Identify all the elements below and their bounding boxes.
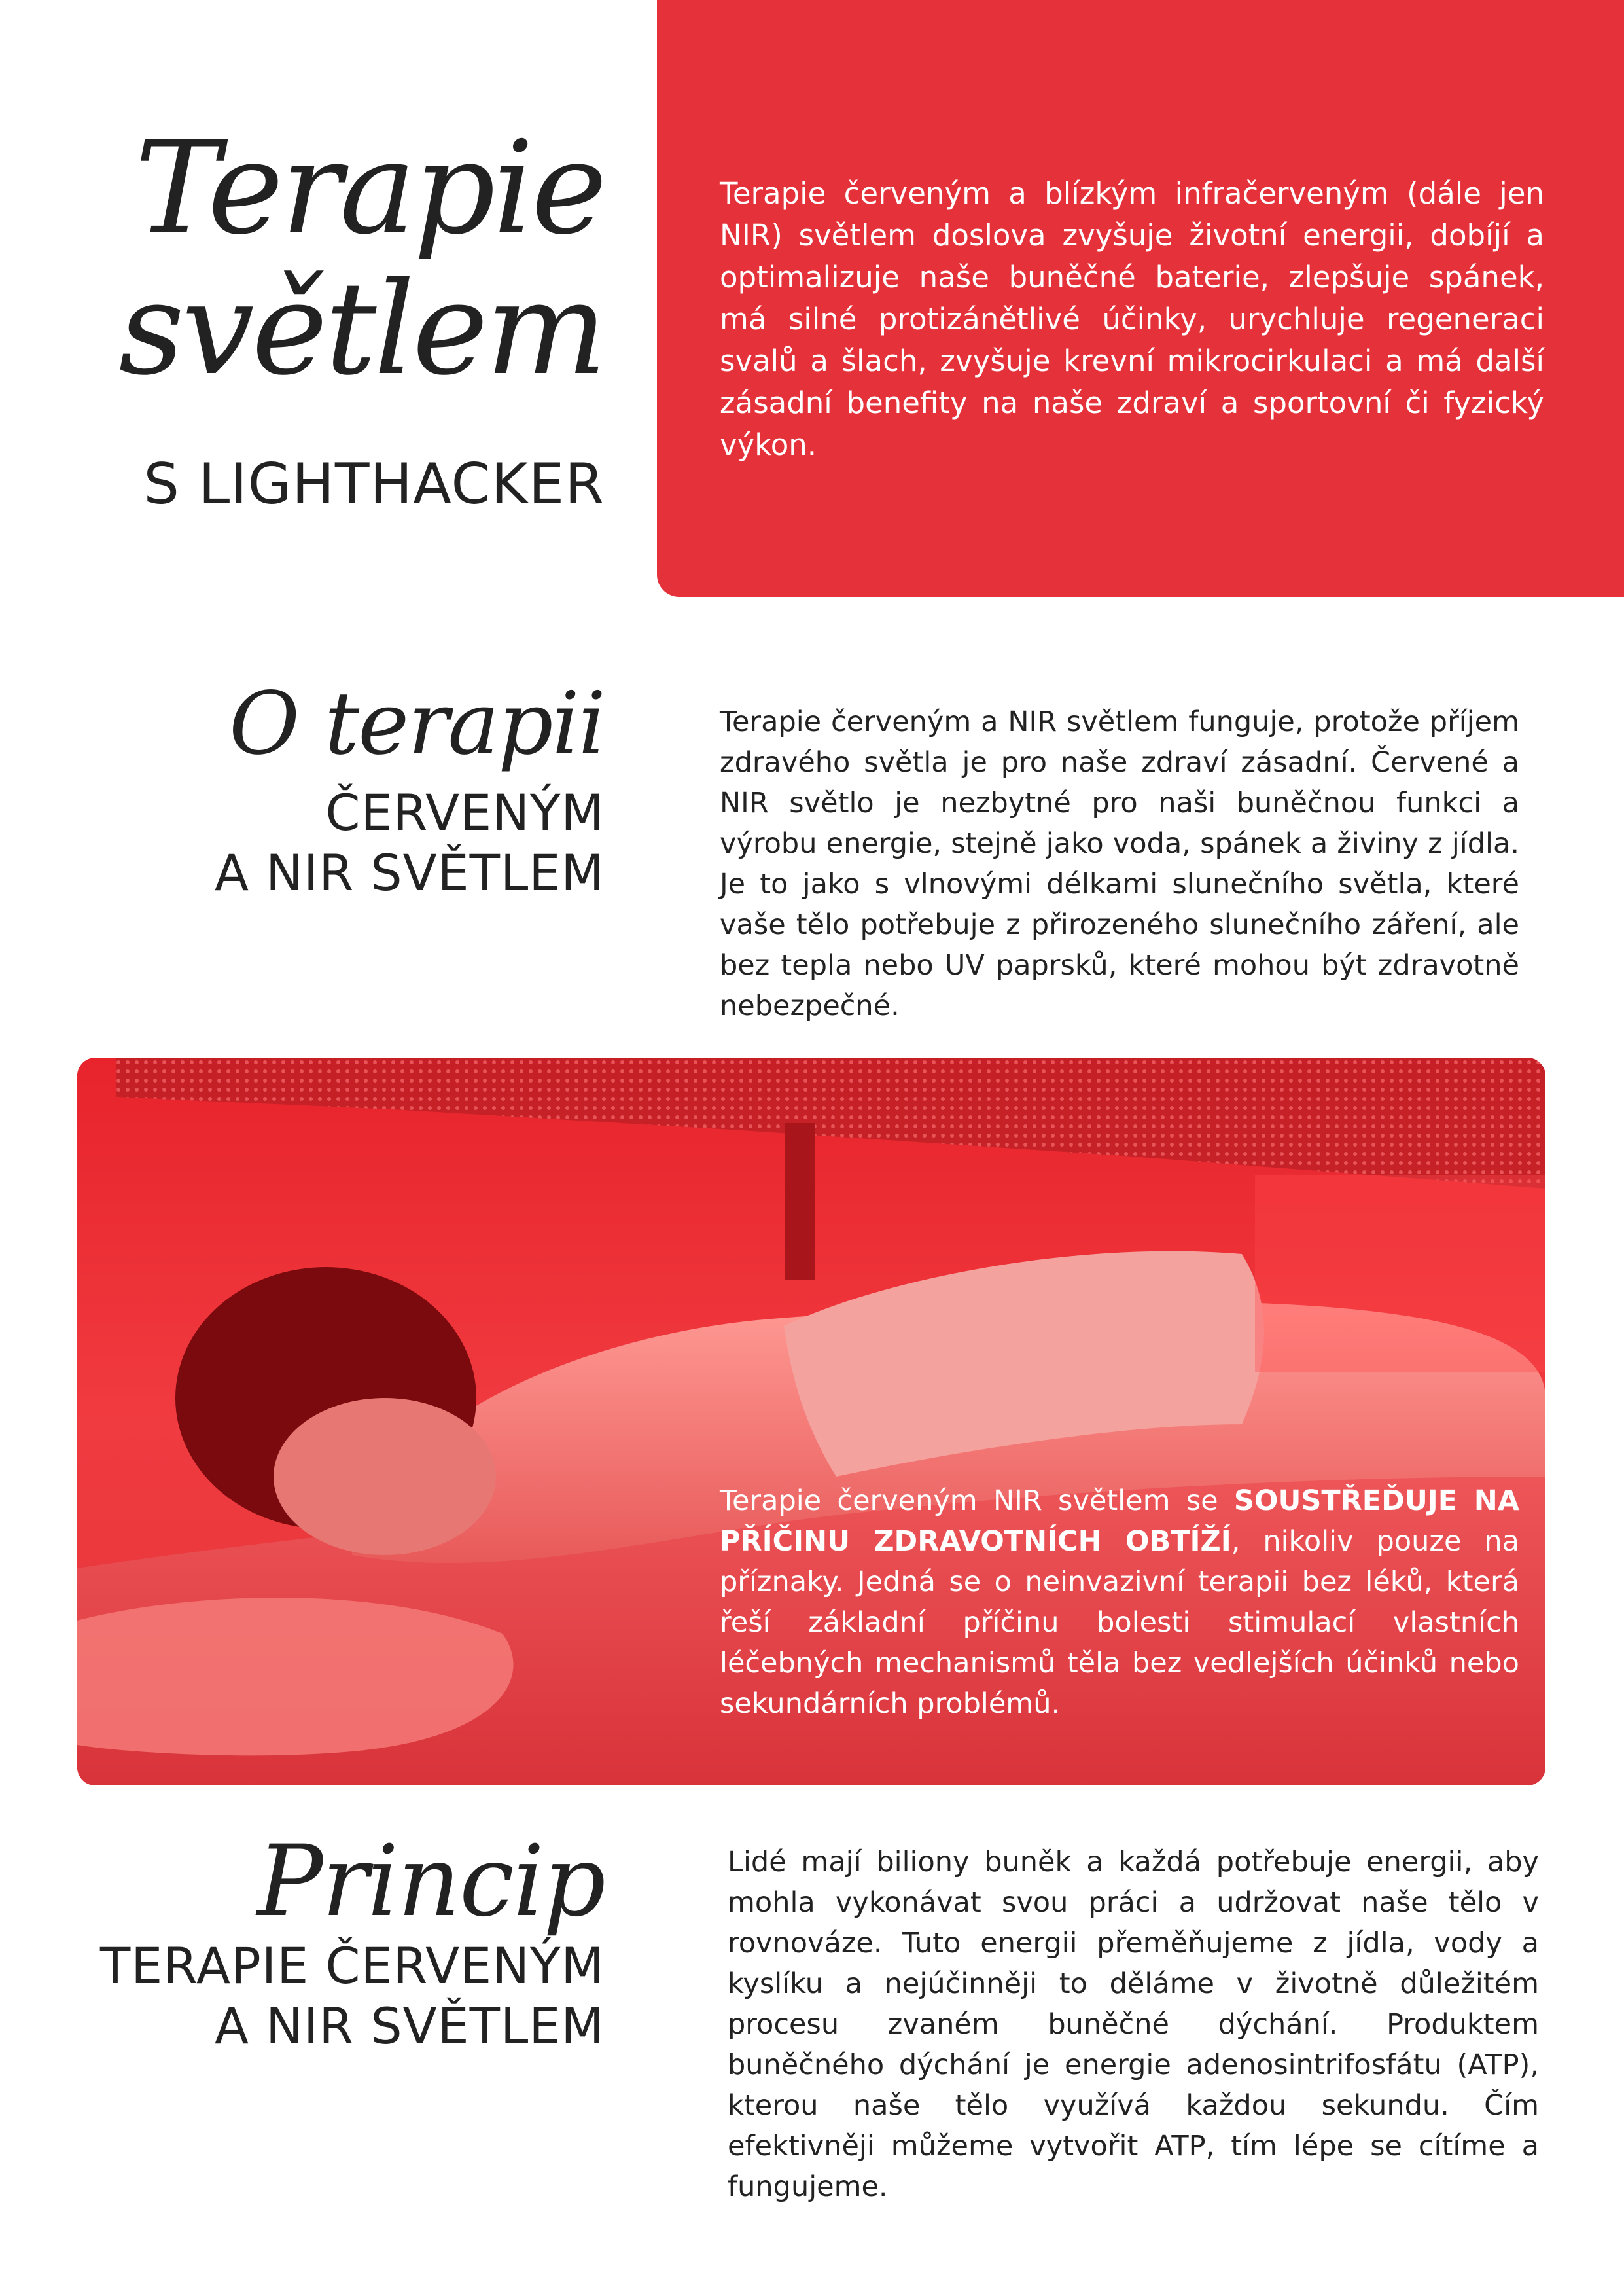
section-about-title: O terapii bbox=[228, 673, 605, 774]
page-subtitle: S LIGHTHACKER bbox=[143, 452, 605, 517]
section-principle-subtitle-line-1: TERAPIE ČERVENÝM bbox=[99, 1937, 605, 1995]
photo-caption-emphasis: SOUSTŘEĎUJE NA PŘÍČINU ZDRAVOTNÍCH OBTÍŽÍ bbox=[720, 1484, 1519, 1558]
therapy-photo bbox=[77, 1058, 1545, 1785]
section-principle-text: Lidé mají biliony buněk a každá potřebuje energii, aby mohla vykonávat svou práci a udržovat naše tělo v rovnováze. Tuto energii přeměňujeme z jídla, vody a kyslíku a nejúčinněji to děláme v životně důležitém procesu zvaném buněčné dýchání. Produktem buněčného dýchání je energie adenosintrifosfátu (ATP), kterou naše tělo využívá každou sekundu. Čím efektivněji můžeme vytvořit ATP, tím lépe se cítíme a fungujeme. bbox=[728, 1846, 1539, 2203]
section-principle-title: Princip bbox=[256, 1825, 605, 1939]
photo-caption-start: Terapie červeným NIR světlem se bbox=[720, 1484, 1234, 1517]
section-principle-subtitle-line-2: A NIR SVĚTLEM bbox=[215, 1997, 605, 2055]
title-line-2: světlem bbox=[118, 255, 605, 404]
page-title bbox=[16, 114, 605, 406]
section-about-subtitle bbox=[16, 783, 605, 903]
section-about-text: Terapie červeným a NIR světlem funguje, protože příjem zdravého světla je pro naše zdraví zásadní. Červené a NIR světlo je nezbytné pro naši buněčnou funkci a výrobu energie, stejně jako voda, spánek a živiny z jídla. Je to jako s vlnovými délkami slunečního světla, které vaše tělo potřebuje z přirozeného slunečního záření, ale bez tepla nebo UV paprsků, které mohou být zdravotně nebezpečné. bbox=[720, 706, 1519, 1022]
photo-caption-end: , nikoliv pouze na příznaky. Jedná se o neinvazivní terapii bez léků, která řeší základní příčinu bolesti stimulací vlastních léčebných mechanismů těla bez vedlejších účinků nebo sekundárních problémů. bbox=[720, 1525, 1519, 1720]
photo-caption bbox=[720, 1480, 1519, 1724]
section-about-subtitle-line-2: A NIR SVĚTLEM bbox=[215, 844, 605, 902]
section-principle-subtitle bbox=[0, 1936, 605, 2056]
section-about-subtitle-line-1: ČERVENÝM bbox=[325, 783, 605, 842]
title-line-1: Terapie bbox=[134, 114, 605, 263]
intro-text: Terapie červeným a blízkým infračerveným (dále jen NIR) světlem doslova zvyšuje životní energii, dobíjí a optimalizuje naše buněčné baterie, zlepšuje spánek, má silné protizánětlivé účinky, urychluje regeneraci svalů a šlach, zvyšuje krevní mikrocirkulaci a má další zásadní benefity na naše zdraví a sportovní či fyzický výkon. bbox=[720, 176, 1544, 462]
